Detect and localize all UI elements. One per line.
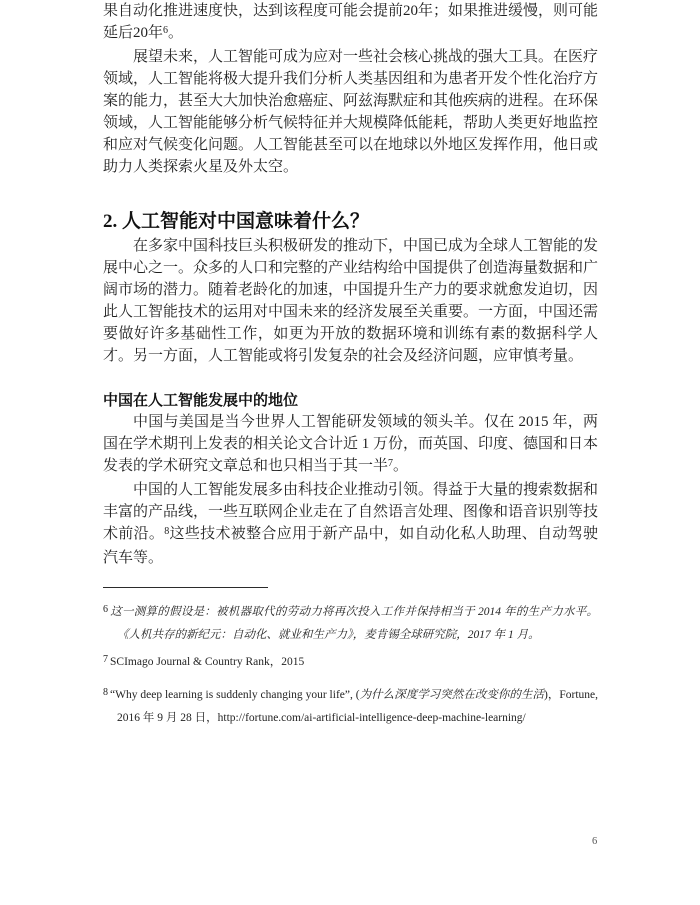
paragraph-research-leaders: [103, 411, 598, 479]
subsection-heading: 中国在人工智能发展中的地位: [103, 393, 299, 409]
paragraph-text: 中国与美国是当今世界人工智能研发领域的领头羊。仅在 2015 年，两国在学术期刊上发表的相关论文合计近 1 万份，而英国、印度、德国和日本发表的学术研究文章总和也只相当于其一半: [103, 414, 599, 474]
footnote-url[interactable]: http://fortune.com/ai-artificial-intelligence-deep-machine-learning/: [217, 712, 526, 724]
paragraph-text: 。: [393, 458, 409, 474]
footnote-text: “Why deep learning is suddenly changing your life”, (: [110, 689, 360, 701]
footnote-text: 这一测算的假设是：被机器取代的劳动力将再次投入工作并保持相当于 2014 年的生产力水平。《人机共存的新纪元：自动化、就业和生产力》，麦肯锡全球研究院，2017 年 1 月。: [110, 606, 598, 641]
section-heading: 2. 人工智能对中国意味着什么？: [103, 211, 370, 232]
paragraph-text: 。: [168, 25, 184, 41]
footnote-marker-6: 6: [103, 604, 108, 615]
paragraph-text: 这些技术被整合应用于新产品中，如自动化私人助理、自动驾驶汽车等。: [103, 526, 598, 566]
footnote-text-chinese: 为什么深度学习突然在改变你的生活: [359, 689, 544, 701]
footnote-text: SCImago Journal & Country Rank，2015: [110, 656, 305, 668]
paragraph-china-development: 在多家中国科技巨头积极研发的推动下，中国已成为全球人工智能的发展中心之一。众多的人口和完整的产业结构给中国提供了创造海量数据和广阔市场的潜力。随着老龄化的加速，中国提升生产力的要求就愈发迫切，因此人工智能技术的运用对中国未来的经济发展至关重要。一方面，中国还需要做好许多基础性工作，如更为开放的数据环境和训练有素的数据科学人才。另一方面，人工智能或将引发复杂的社会及经济问题，应审慎考量。: [103, 238, 599, 364]
footnote-6: [103, 601, 598, 647]
footnote-ref-7: 7: [388, 458, 394, 469]
footnote-text: )，Fortune, 2016 年 9 月 28 日，: [117, 689, 599, 724]
paragraph-tech-companies: [103, 479, 598, 569]
page-content: [103, 0, 598, 730]
page-number: 6: [592, 836, 598, 847]
footnote-ref-8: 8: [164, 526, 170, 537]
paragraph-automation-pace: [103, 0, 598, 46]
footnote-8: [103, 684, 598, 730]
footnote-7: [103, 651, 598, 674]
paragraph-text: 果自动化推进速度快，达到该程度可能会提前20年；如果推进缓慢，则可能延后20年: [103, 3, 599, 41]
paragraph-outlook: 展望未来，人工智能可成为应对一些社会核心挑战的强大工具。在医疗领域，人工智能将极大提升我们分析人类基因组和为患者开发个性化治疗方案的能力，甚至大大加快治愈癌症、阿兹海默症和其他疾病的进程。在环保领域，人工智能能够分析气候特征并大规模降低能耗，帮助人类更好地监控和应对气候变化问题。人工智能甚至可以在地球以外地区发挥作用，他日或助力人类探索火星及外太空。: [103, 49, 599, 175]
footnote-marker-8: 8: [103, 687, 108, 698]
footnote-separator-rule: [103, 587, 268, 588]
footnote-marker-7: 7: [103, 654, 108, 665]
footnote-ref-6: 6: [163, 25, 169, 36]
paragraph-text: 中国的人工智能发展多由科技企业推动引领。得益于大量的搜索数据和丰富的产品线，一些互联网企业走在了自然语言处理、图像和语音识别等技术前沿。: [103, 482, 599, 542]
